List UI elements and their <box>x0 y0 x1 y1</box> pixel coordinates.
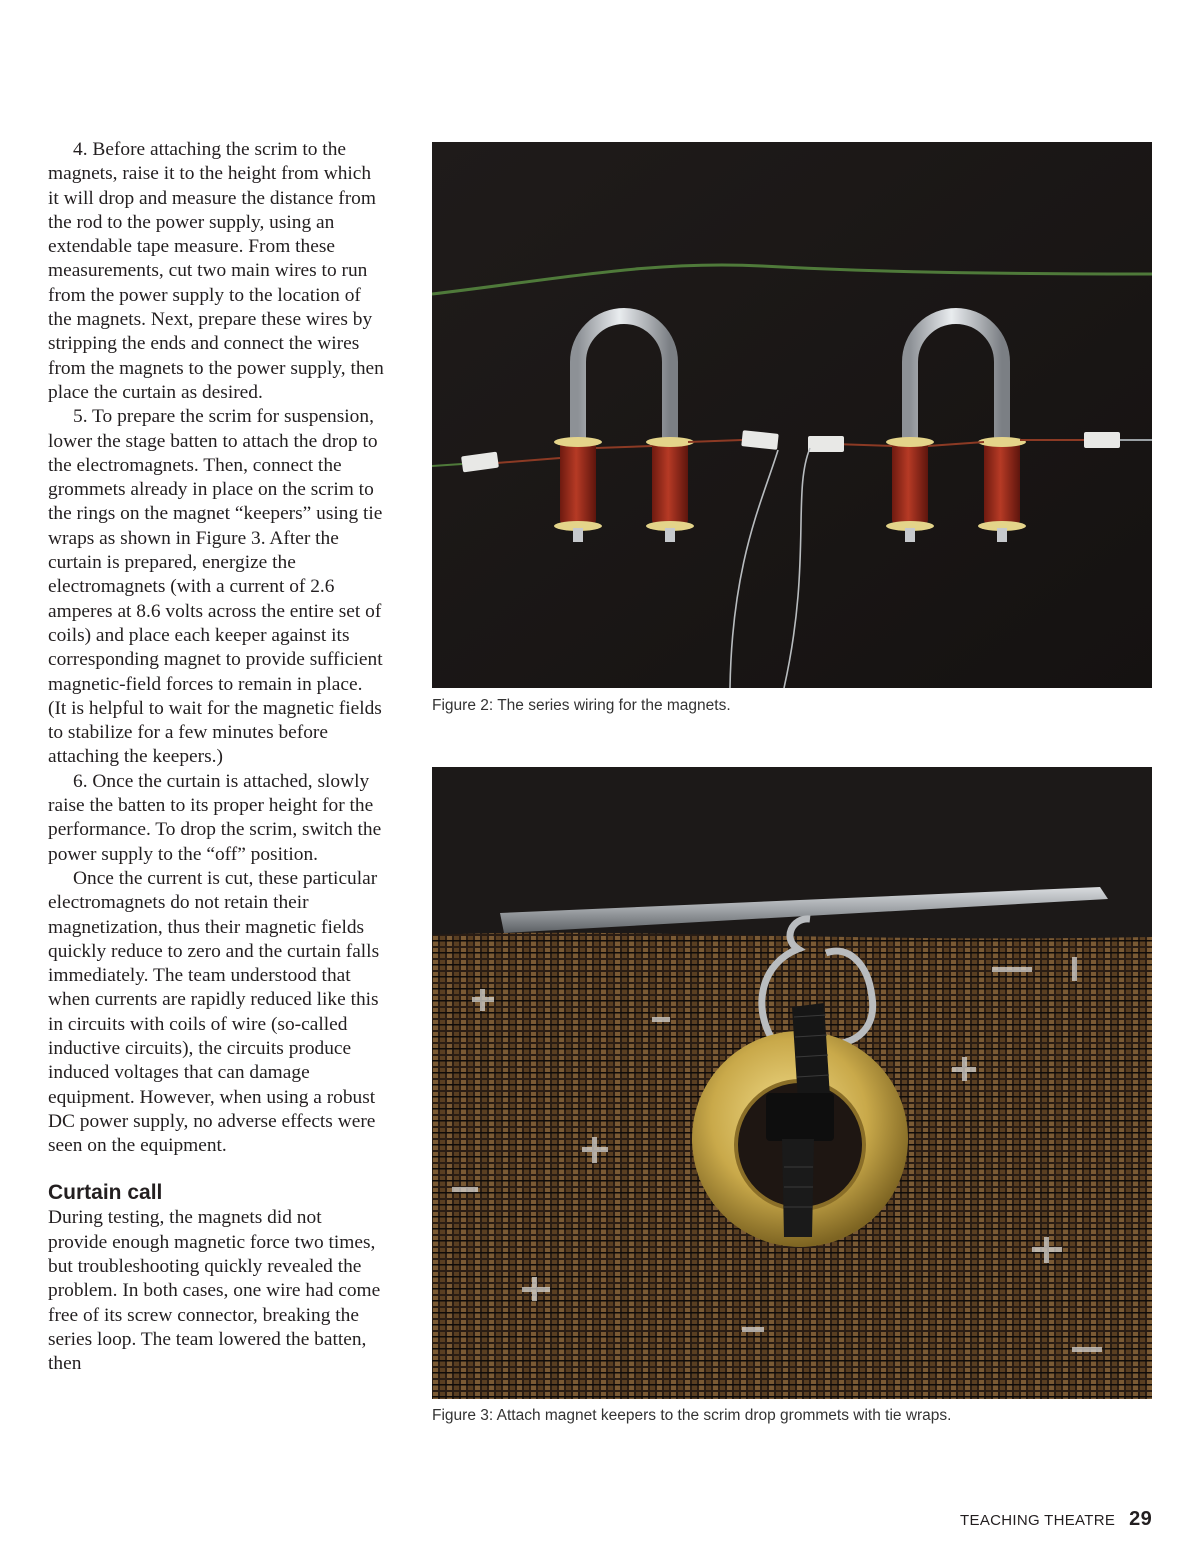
section-heading: Curtain call <box>48 1181 163 1205</box>
page-footer <box>960 1508 1152 1531</box>
figure-3-photo <box>432 767 1152 1399</box>
figure-2-caption: Figure 2: The series wiring for the magnets. <box>432 697 731 714</box>
paragraph-step-4: 4. Before attaching the scrim to the magnets, raise it to the height from which it will drop and measure the distance from the rod to the power supply, using an extendable tape measure. From these measurements, cut two main wires to run from the power supply to the location of the magnets. Next, prepare these wires by stripping the ends and connect the wires from the magnets to the power supply, then place the curtain as desired. <box>48 139 384 403</box>
page-number: 29 <box>1129 1508 1152 1530</box>
paragraph-current-cut: Once the current is cut, these particular electromagnets do not retain their magnetization, thus their magnetic fields quickly reduce to zero and the curtain falls immediately. The team understood that when currents are rapidly reduced like this in circuits with coils of wire (so-called inductive circuits), the circuits produce induced voltages that can damage equipment. However, when using a robust DC power supply, no adverse effects were seen on the equipment. <box>48 867 380 1157</box>
article-text-column <box>48 138 384 1377</box>
paragraph-curtain-call: During testing, the magnets did not provide enough magnetic force two times, but troubleshooting quickly revealed the problem. In both cases, one wire had come free of its screw connector, breaking the series loop. The team lowered the batten, then <box>48 1207 381 1375</box>
paragraph-step-6: 6. Once the curtain is attached, slowly raise the batten to its proper height for the performance. To drop the scrim, switch the power supply to the “off” position. <box>48 770 382 865</box>
paragraph-step-5: 5. To prepare the scrim for suspension, lower the stage batten to attach the drop to the electromagnets. Then, connect the grommets already in place on the scrim to the rings on the magnet “keepers” using tie wraps as shown in Figure 3. After the curtain is prepared, energize the electromagnets (with a current of 2.6 amperes at 8.6 volts across the entire set of coils) and place each keeper against its corresponding magnet to provide sufficient magnetic-field forces to remain in place. (It is helpful to wait for the magnetic fields to stabilize for a few minutes before attaching the keepers.) <box>48 406 383 768</box>
figure-2-photo <box>432 142 1152 688</box>
publication-name: TEACHING THEATRE <box>960 1512 1116 1529</box>
figure-3-caption: Figure 3: Attach magnet keepers to the scrim drop grommets with tie wraps. <box>432 1407 952 1424</box>
